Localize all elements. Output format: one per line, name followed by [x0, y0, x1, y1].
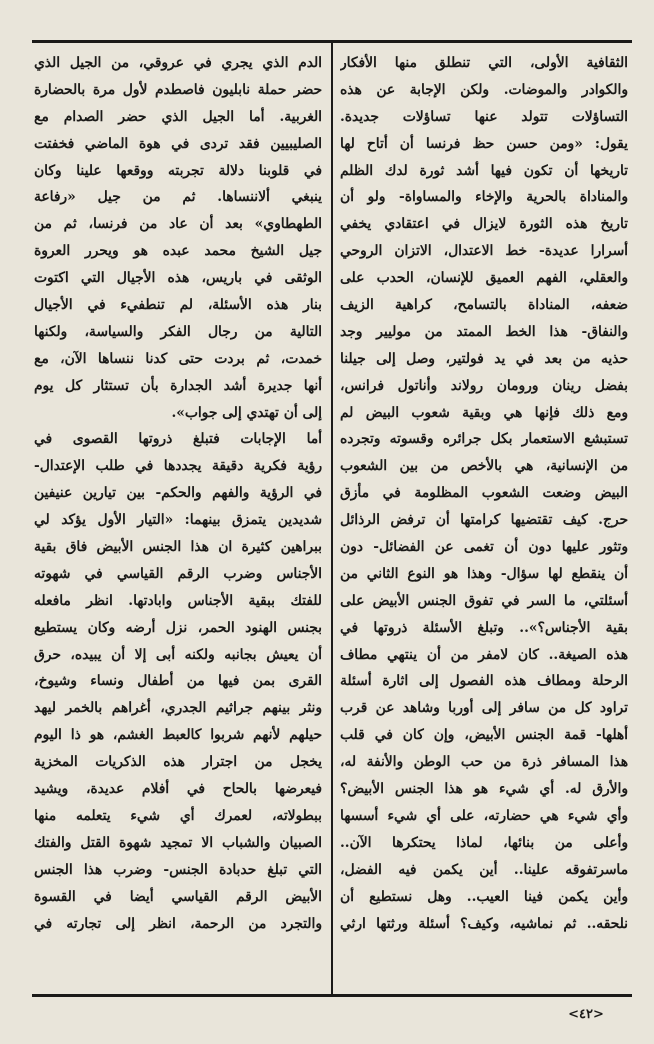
text-line: أن ينقطع لها سؤال- وهذا هو النوع الثاني من — [340, 565, 628, 582]
text-line: البيض وضعت الشعوب المظلومة في مأزق — [340, 485, 628, 502]
text-line: حذيه من بعد في يد فولتير، وصل إلى جيلنا — [340, 350, 628, 367]
text-line: الأجناس وضرب الرقم القياسي في شهوته — [34, 565, 322, 582]
text-line: ونثر بينهم جراثيم الجدري، أغراهم بالخمر ليهد — [34, 700, 322, 717]
text-line: يخجل من اجترار هذه الذكريات المخزية — [34, 754, 322, 771]
text-line: يقول: «ومن حسن حظ فرنسا أن أتاح لها — [340, 135, 628, 152]
text-line: التساؤلات تتولد عنها تساؤلات جديدة. — [340, 108, 628, 125]
text-line: أن يعيش بجانبه ولكنه أبى إلا أن يبيده، حرق — [34, 646, 322, 663]
text-line: والعقلي، الفهم العميق للإنسان، الحدب على — [340, 270, 628, 287]
text-line: التي تبلغ حدبادة الجنس- وضرب هذا الجنس — [34, 861, 322, 878]
text-line: من الإنسانية، هي بالأخص من بين الشعوب — [340, 458, 628, 475]
text-line: أسرارا عديدة- خط الاعتدال، الاتزان الروحي — [340, 243, 628, 260]
text-line: أما الإجابات فتبلغ ذروتها القصوى في — [34, 431, 322, 448]
text-line: ينبغي ألاننساها. ثم من جيل «رفاعة — [34, 189, 322, 206]
bottom-rule — [32, 994, 632, 997]
text-line: بقية الأجناس؟».. وتبلغ الأسئلة ذروتها في — [340, 619, 628, 636]
text-line: والكوادر والموضات. ولكن الإجابة عن هذه — [340, 81, 628, 98]
text-line: ضعفه، المناداة بالتسامح، كراهية الزيف — [340, 297, 628, 314]
text-line: الثقافية الأولى، التي تنطلق منها الأفكار — [340, 55, 628, 71]
text-line: تراود كل من سافر إلى أوربا وشاهد عن قرب — [340, 700, 628, 717]
text-line: بجنس الهنود الحمر، نزل أرضه وكان يستطيع — [34, 619, 322, 636]
text-line: هذا المسافر ذرة من حب الوطن والأنفة له، — [340, 754, 628, 771]
text-line: الغربية. أما الجيل الذي حضر الصدام مع — [34, 108, 322, 125]
text-line: بفضل رينان ورومان رولاند وأناتول فرانس، — [340, 377, 628, 394]
text-line: خمدت، ثم بردت حتى كدنا ننساها الآن، مع — [34, 350, 322, 367]
text-line: الدم الذي يجري في عروقي، من الجيل الذي — [34, 55, 322, 71]
text-line: ببطولاته، لعمرك أي شيء يتعلمه منها — [34, 807, 322, 824]
text-line: شديدين يتمزق بينهما: «التيار الأول يؤكد لي — [34, 512, 322, 529]
text-line: فيعرضها بالحاح في أفلام عديدة، ويشيد — [34, 781, 322, 798]
text-line: نلحقه.. ثم نماشيه، وكيف؟ أسئلة ورثتها ارثي — [340, 915, 628, 932]
text-line: ومع ذلك فإنها هي وبقية شعوب البيض لم — [340, 404, 628, 421]
text-line: حيلهم لأنهم شربوا كالعبط الغشم، هو ذا اليوم — [34, 727, 322, 744]
text-line: تستبشع الاستعمار بكل جرائره وقسوته وتجرده — [340, 431, 628, 448]
text-line: أهلها- قمة الجنس الأبيض، وإن كان في قلب — [340, 727, 628, 744]
text-line: والمناداة بالحرية والإخاء والمساواة- ولو أن — [340, 189, 628, 206]
text-line: تاريخها أن تكون فيها أشد ثورة لدك الظلم — [340, 162, 628, 179]
text-line: والتجرد من الرحمة، انظر إلى تجارته في — [34, 915, 322, 932]
text-line: هذه الصيغة.. كان لامفر من أن ينتهي مطاف — [340, 646, 628, 663]
text-line: والنفاق- هذا الخط الممتد من موليير وجد — [340, 323, 628, 340]
text-line: وأين يكمن فينا العيب.. وهل نستطيع أن — [340, 888, 628, 905]
text-line: التالية من رجال الفكر والسياسة، ولكنها — [34, 323, 322, 340]
text-line: والأرق له. أي شيء هو هذا الجنس الأبيض؟ — [340, 781, 628, 798]
text-line: حرج. كيف تقتضيها كرامتها أن ترفض الرذائل — [340, 512, 628, 529]
text-line: جيل الشيخ محمد عبده هو ويحرر العروة — [34, 243, 322, 260]
right-column — [340, 50, 628, 986]
column-divider — [331, 40, 333, 996]
text-line: تاريخ هذه الثورة لايزال في اعتقادي يخفي — [340, 216, 628, 233]
text-line: بنار هذه الأسئلة، لم تنطفيء في الأجيال — [34, 297, 322, 314]
text-line: في الرؤية والفهم والحكم- بين تيارين عنيفين — [34, 485, 322, 502]
left-column — [34, 50, 322, 986]
text-line: أنها جديرة أشد الجدارة بأن تستثار كل يوم — [34, 377, 322, 394]
text-line: وتثور عليها دون أن تغمى عن الفضائل- دون — [340, 539, 628, 556]
text-line: وأي شيء هي حضارته، على أي شيء أسسها — [340, 807, 628, 824]
text-line: إلى أن تهتدي إلى جواب». — [171, 404, 322, 421]
text-line: الأبيض الرقم القياسي أيضا في القسوة — [34, 888, 322, 905]
text-line: ببراهين كثيرة ان هذا الجنس الأبيض فاق بقية — [34, 539, 322, 556]
page-number: <٤٢> — [568, 1007, 604, 1022]
text-line: الصليبيين فقد تردى في هوة الماضي فخفتت — [34, 135, 322, 152]
text-line: القرى بمن فيها من أطفال ونساء وشيوخ، — [34, 673, 322, 690]
text-line: الطهطاوي» بعد أن عاد من فرنسا، ثم من — [34, 216, 322, 233]
text-line: حضر حملة نابليون فاصطدم لأول مرة بالحضارة — [34, 81, 322, 98]
text-line: الرحلة ومطاف هذه الفصول إلى اثارة أسئلة — [340, 673, 628, 690]
text-line: ماسرتفوقه علينا.. أين يكمن فيه الفضل، — [340, 861, 628, 878]
text-line: الصبيان والشباب الا تمجيد شهوة القتل والفتك — [34, 834, 322, 851]
text-line: وأعلى من بنائها، لماذا يحتكرها الآن.. — [340, 834, 628, 851]
text-line: للفتك ببقية الأجناس وابادتها. انظر مافعله — [34, 592, 322, 609]
text-line: الوثقى في باريس، هذه الأجيال التي اكتوت — [34, 270, 322, 287]
text-line: في قلوبنا دلالة تجربته ووقعها علينا وكان — [34, 162, 322, 179]
text-line: رؤية فكرية دقيقة يجددها في طلب الإعتدال- — [34, 458, 322, 475]
text-line: أسئلتي، ما السر في تفوق الجنس الأبيض على — [340, 592, 628, 609]
